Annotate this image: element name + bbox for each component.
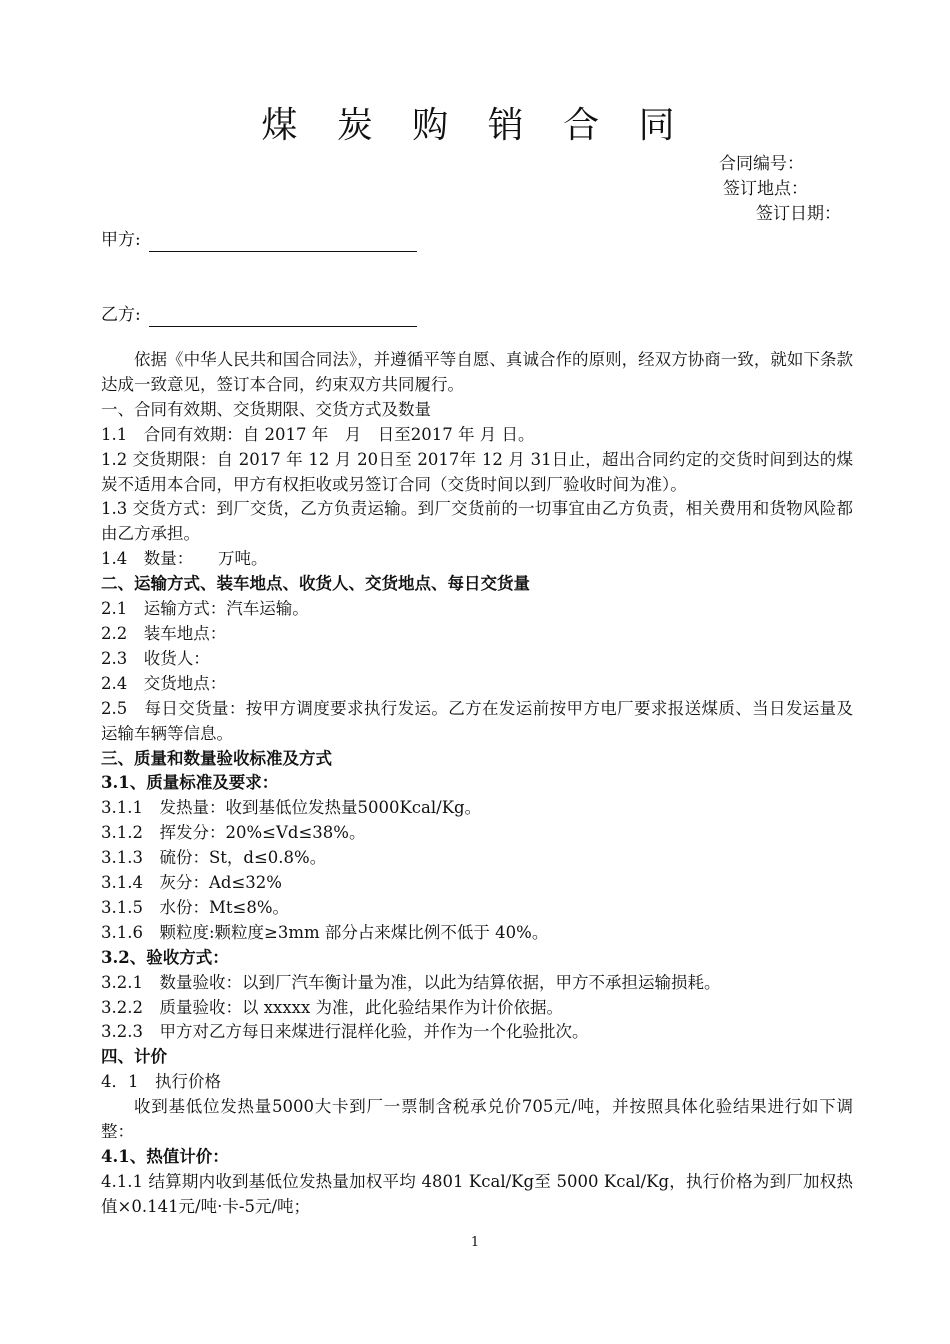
clause-paragraph: 1.1 合同有效期：自 2017 年 月 日至2017 年 月 日。 xyxy=(101,424,535,444)
clause-paragraph: 4.1.1 结算期内收到基低位发热量加权平均 4801 Kcal/Kg至 5000 Kcal/Kg，执行价格为到厂加权热值×0.141元/吨·卡-5元/吨； xyxy=(101,1171,853,1216)
section-heading: 3.2、验收方式： xyxy=(101,947,229,967)
clause-paragraph: 1.4 数量： 万吨。 xyxy=(101,549,268,569)
contract-number-label: 合同编号： xyxy=(719,154,804,174)
clause-paragraph: 3.1.3 硫份：St，d≤0.8%。 xyxy=(101,848,327,868)
section-heading: 4.1、热值计价： xyxy=(101,1147,229,1166)
clause-paragraph: 3.1.4 灰分：Ad≤32% xyxy=(101,873,282,893)
section-heading: 三、质量和数量验收标准及方式 xyxy=(101,748,332,768)
clause-paragraph: 3.1.2 挥发分：20%≤Vd≤38%。 xyxy=(101,823,366,843)
party-b-blank-line xyxy=(149,308,417,327)
page-title: 煤 炭 购 销 合 同 xyxy=(261,105,689,146)
party-a-row xyxy=(101,228,417,252)
clause-paragraph: 一、合同有效期、交货期限、交货方式及数量 xyxy=(101,399,431,419)
clause-paragraph: 2.5 每日交货量：按甲方调度要求执行发运。乙方在发运前按甲方电厂要求报送煤质、当日发运量及运输车辆等信息。 xyxy=(101,698,853,743)
clause-paragraph: 3.1.5 水份：Mt≤8%。 xyxy=(101,897,290,917)
clause-paragraph: 2.4 交货地点： xyxy=(101,673,227,693)
clause-paragraph: 3.1.6 颗粒度:颗粒度≥3mm 部分占来煤比例不低于 40%。 xyxy=(101,922,549,942)
section-heading: 3.1、质量标准及要求： xyxy=(101,773,279,793)
party-a-label: 甲方: xyxy=(101,230,141,250)
section-heading: 二、运输方式、装车地点、收货人、交货地点、每日交货量 xyxy=(101,574,530,594)
party-b-row xyxy=(101,303,417,327)
sign-place-label: 签订地点： xyxy=(723,179,808,199)
clause-paragraph: 3.1.1 发热量：收到基低位发热量5000Kcal/Kg。 xyxy=(101,798,482,818)
clause-paragraph: 3.2.1 数量验收：以到厂汽车衡计量为准，以此为结算依据，甲方不承担运输损耗。 xyxy=(101,972,721,992)
clause-paragraph: 4．1 执行价格 xyxy=(101,1072,221,1092)
page-number: 1 xyxy=(470,1235,480,1250)
section-heading: 四、计价 xyxy=(101,1047,167,1067)
clause-paragraph: 2.1 运输方式：汽车运输。 xyxy=(101,599,309,619)
sign-date-label: 签订日期： xyxy=(756,204,841,224)
clause-paragraph: 2.3 收货人： xyxy=(101,648,210,668)
party-a-blank-line xyxy=(149,233,417,252)
clause-paragraph: 依据《中华人民共和国合同法》，并遵循平等自愿、真诚合作的原则，经双方协商一致，就如下条款达成一致意见，签订本合同，约束双方共同履行。 xyxy=(101,350,853,394)
party-b-label: 乙方: xyxy=(101,305,141,325)
contract-body xyxy=(101,348,853,1220)
clause-paragraph: 3.2.2 质量验收：以 xxxxx 为准，此化验结果作为计价依据。 xyxy=(101,997,563,1017)
clause-paragraph: 收到基低位发热量5000大卡到厂一票制含税承兑价705元/吨，并按照具体化验结果进行如下调整： xyxy=(101,1097,853,1142)
clause-paragraph: 2.2 装车地点： xyxy=(101,623,227,643)
clause-paragraph: 3.2.3 甲方对乙方每日来煤进行混样化验，并作为一个化验批次。 xyxy=(101,1022,589,1042)
clause-paragraph: 1.3 交货方式：到厂交货，乙方负责运输。到厂交货前的一切事宜由乙方负责，相关费用和货物风险都由乙方承担。 xyxy=(101,499,853,544)
clause-paragraph: 1.2 交货期限：自 2017 年 12 月 20日至 2017年 12 月 31日止，超出合同约定的交货时间到达的煤炭不适用本合同，甲方有权拒收或另签订合同（交货时间以到厂验收时间为准）。 xyxy=(101,449,853,494)
